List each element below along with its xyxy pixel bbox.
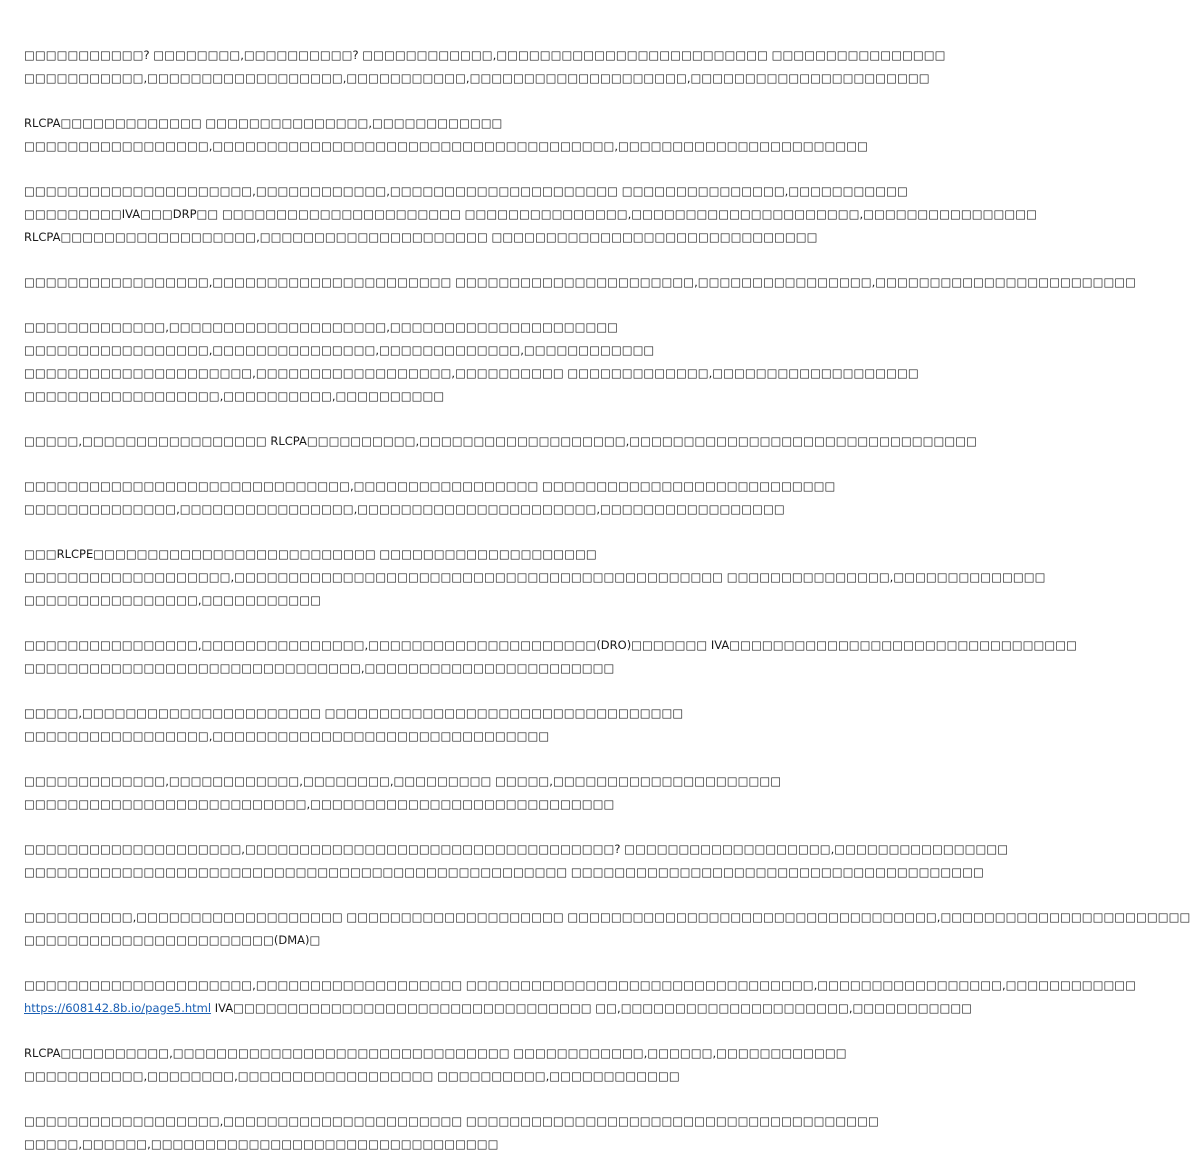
paragraph-8 [24, 543, 1046, 612]
paragraph-10 [24, 702, 700, 748]
text-line: □□□□□□□□□□□□□□□□□□□□,□□□□□□□□□□□□□□□□□□□□□□□□□□□□□□□□□□? □□□□□□□□□□□□□□□□□□□,□□□□□□□□□□□□□□□□ [24, 842, 1009, 856]
text-line: □□□□□□□□□□□□□□,□□□□□□□□□□□□□□□□,□□□□□□□□□□□□□□□□□□□□□□,□□□□□□□□□□□□□□□□□ [24, 502, 785, 516]
paragraph-14 [24, 974, 1137, 1020]
paragraph-12 [24, 838, 1009, 884]
text-line: □□□□□□□□□□□□□□□□□□□,□□□□□□□□□□□□□□□□□□□□□□□□□□□□□□□□□□□□□□□□□□□□□ □□□□□□□□□□□□□□□,□□□□□□□□□□□□□□ [24, 570, 1046, 584]
text-line: □□□□□□□□□□□□□□□□□□□□□,□□□□□□□□□□□□,□□□□□□□□□□□□□□□□□□□□□ □□□□□□□□□□□□□□□,□□□□□□□□□□□ [24, 184, 908, 198]
text-line: □□□□□□□□□□□,□□□□□□□□□□□□□□□□□□,□□□□□□□□□□□,□□□□□□□□□□□□□□□□□□□□,□□□□□□□□□□□□□□□□□□□□□□ [24, 71, 930, 85]
text-line: □□□RLCPE□□□□□□□□□□□□□□□□□□□□□□□□□□ □□□□□□□□□□□□□□□□□□□□ [24, 547, 597, 561]
text-line: □□□□□□□□□□□□□□□□□□□□□□□□□□□□□□,□□□□□□□□□□□□□□□□□ □□□□□□□□□□□□□□□□□□□□□□□□□□□ [24, 479, 836, 493]
text-line: □□□□□□□□□□□□□□□□,□□□□□□□□□□□ [24, 593, 322, 607]
text-line: □□□□□□□□□□□□□□□□□□□□□,□□□□□□□□□□□□□□□□□□,□□□□□□□□□□ □□□□□□□□□□□□□,□□□□□□□□□□□□□□□□□□□ [24, 366, 919, 380]
text-line: □□□□□□□□□□□,□□□□□□□□,□□□□□□□□□□□□□□□□□□ □□□□□□□□□□,□□□□□□□□□□□□ [24, 1069, 680, 1083]
text-line: □□□□□□□□□□□□□□□□□□,□□□□□□□□□□□□□□□□□□□□□□ □□□□□□□□□□□□□□□□□□□□□□□□□□□□□□□□□□□□□□ [24, 1114, 879, 1128]
text-line: RLCPA□□□□□□□□□□,□□□□□□□□□□□□□□□□□□□□□□□□□□□□□□□ □□□□□□□□□□□□,□□□□□□,□□□□□□□□□□□□ [24, 1046, 847, 1060]
text-line: □□□□□□□□□□□□□□□□,□□□□□□□□□□□□□□□,□□□□□□□□□□□□□□□□□□□□□(DRO)□□□□□□□ IVA□□□□□□□□□□□□□□□□□□□□□□□□□□□□□□□□ [24, 638, 1077, 652]
paragraph-13 [24, 906, 1190, 952]
paragraph-16 [24, 1110, 879, 1156]
text-line: □□□□□□□□□□□□□□□□□,□□□□□□□□□□□□□□□□□□□□□□□□□□□□□□□ [24, 729, 550, 743]
paragraph-7 [24, 475, 836, 521]
text-line: □□□□□,□□□□□□,□□□□□□□□□□□□□□□□□□□□□□□□□□□□□□□□ [24, 1137, 499, 1151]
paragraph-5 [24, 316, 919, 408]
text-line: □□□□□□□□□□□□□□□□□□,□□□□□□□□□□,□□□□□□□□□□ [24, 389, 445, 403]
paragraph-2 [24, 112, 868, 158]
external-link[interactable]: https://608142.8b.io/page5.html [24, 1001, 212, 1015]
text-line: □□□□□□□□□IVA□□□DRP□□ □□□□□□□□□□□□□□□□□□□□□□ □□□□□□□□□□□□□□□,□□□□□□□□□□□□□□□□□□□□□,□□□□□□□□□□□□□□□□ [24, 207, 1037, 221]
paragraph-6 [24, 430, 977, 453]
paragraph-9 [24, 634, 1077, 680]
text-line: □□□□□□□□□□,□□□□□□□□□□□□□□□□□□□ □□□□□□□□□□□□□□□□□□□□ □□□□□□□□□□□□□□□□□□□□□□□□□□□□□□□□□□,□□□□□□□□□□□□□□□□□□□□□□□ [24, 910, 1190, 924]
text-line: □□□□□,□□□□□□□□□□□□□□□□□ RLCPA□□□□□□□□□□,□□□□□□□□□□□□□□□□□□□,□□□□□□□□□□□□□□□□□□□□□□□□□□□□□□□□ [24, 434, 977, 448]
text-line: □□□□□□□□□□□□□,□□□□□□□□□□□□□□□□□□□□,□□□□□□□□□□□□□□□□□□□□□ [24, 320, 619, 334]
text-line: □□□□□□□□□□□□□□□□□,□□□□□□□□□□□□□□□□□□□□□□□□□□□□□□□□□□□□□,□□□□□□□□□□□□□□□□□□□□□□□ [24, 139, 868, 153]
text-line: RLCPA□□□□□□□□□□□□□□□□□□,□□□□□□□□□□□□□□□□□□□□□ □□□□□□□□□□□□□□□□□□□□□□□□□□□□□□ [24, 230, 818, 244]
paragraph-15 [24, 1042, 847, 1088]
paragraph-1 [24, 44, 946, 90]
text-line: □□□□□□□□□□□□□□□□□□□□□,□□□□□□□□□□□□□□□□□□□ □□□□□□□□□□□□□□□□□□□□□□□□□□□□□□□□,□□□□□□□□□□□□□□□□□,□□□□□□□□□□□□ [24, 978, 1137, 992]
text-line: □□□□□□□□□□□? □□□□□□□□,□□□□□□□□□□? □□□□□□□□□□□□,□□□□□□□□□□□□□□□□□□□□□□□□□ □□□□□□□□□□□□□□□□ [24, 48, 946, 62]
text-line: RLCPA□□□□□□□□□□□□□ □□□□□□□□□□□□□□□,□□□□□□□□□□□□ [24, 116, 503, 130]
text-line: □□□□□□□□□□□□□□□□□□□□□□□□□□□□□□□□□□□□□□□□□□□□□□□□□□ □□□□□□□□□□□□□□□□□□□□□□□□□□□□□□□□□□□□□□ [24, 865, 984, 879]
text-line: □□□□□□□□□□□□□□□□□□□□□□□□□□,□□□□□□□□□□□□□□□□□□□□□□□□□□□□ [24, 797, 615, 811]
text-line-with-link [24, 997, 973, 1020]
paragraph-3 [24, 180, 1037, 249]
text-line: □□□□□□□□□□□□□□□□□,□□□□□□□□□□□□□□□,□□□□□□□□□□□□□,□□□□□□□□□□□□ [24, 343, 655, 357]
paragraph-11 [24, 770, 782, 816]
text-line: □□□□□,□□□□□□□□□□□□□□□□□□□□□□ □□□□□□□□□□□□□□□□□□□□□□□□□□□□□□□□□ [24, 706, 684, 720]
link-trailing-text: IVA□□□□□□□□□□□□□□□□□□□□□□□□□□□□□□□□□ □□,□□□□□□□□□□□□□□□□□□□□□,□□□□□□□□□□□ [211, 1001, 973, 1015]
paragraph-4 [24, 271, 1137, 294]
text-line: □□□□□□□□□□□□□,□□□□□□□□□□□□,□□□□□□□□,□□□□□□□□□ □□□□□,□□□□□□□□□□□□□□□□□□□□□ [24, 774, 782, 788]
text-line: □□□□□□□□□□□□□□□□□,□□□□□□□□□□□□□□□□□□□□□□ □□□□□□□□□□□□□□□□□□□□□□,□□□□□□□□□□□□□□□□,□□□□□□□□□□□□□□□□□□□□□□□□ [24, 275, 1137, 289]
text-line: □□□□□□□□□□□□□□□□□□□□□□□(DMA)□ [24, 933, 321, 947]
text-line: □□□□□□□□□□□□□□□□□□□□□□□□□□□□□□□,□□□□□□□□□□□□□□□□□□□□□□□ [24, 661, 615, 675]
